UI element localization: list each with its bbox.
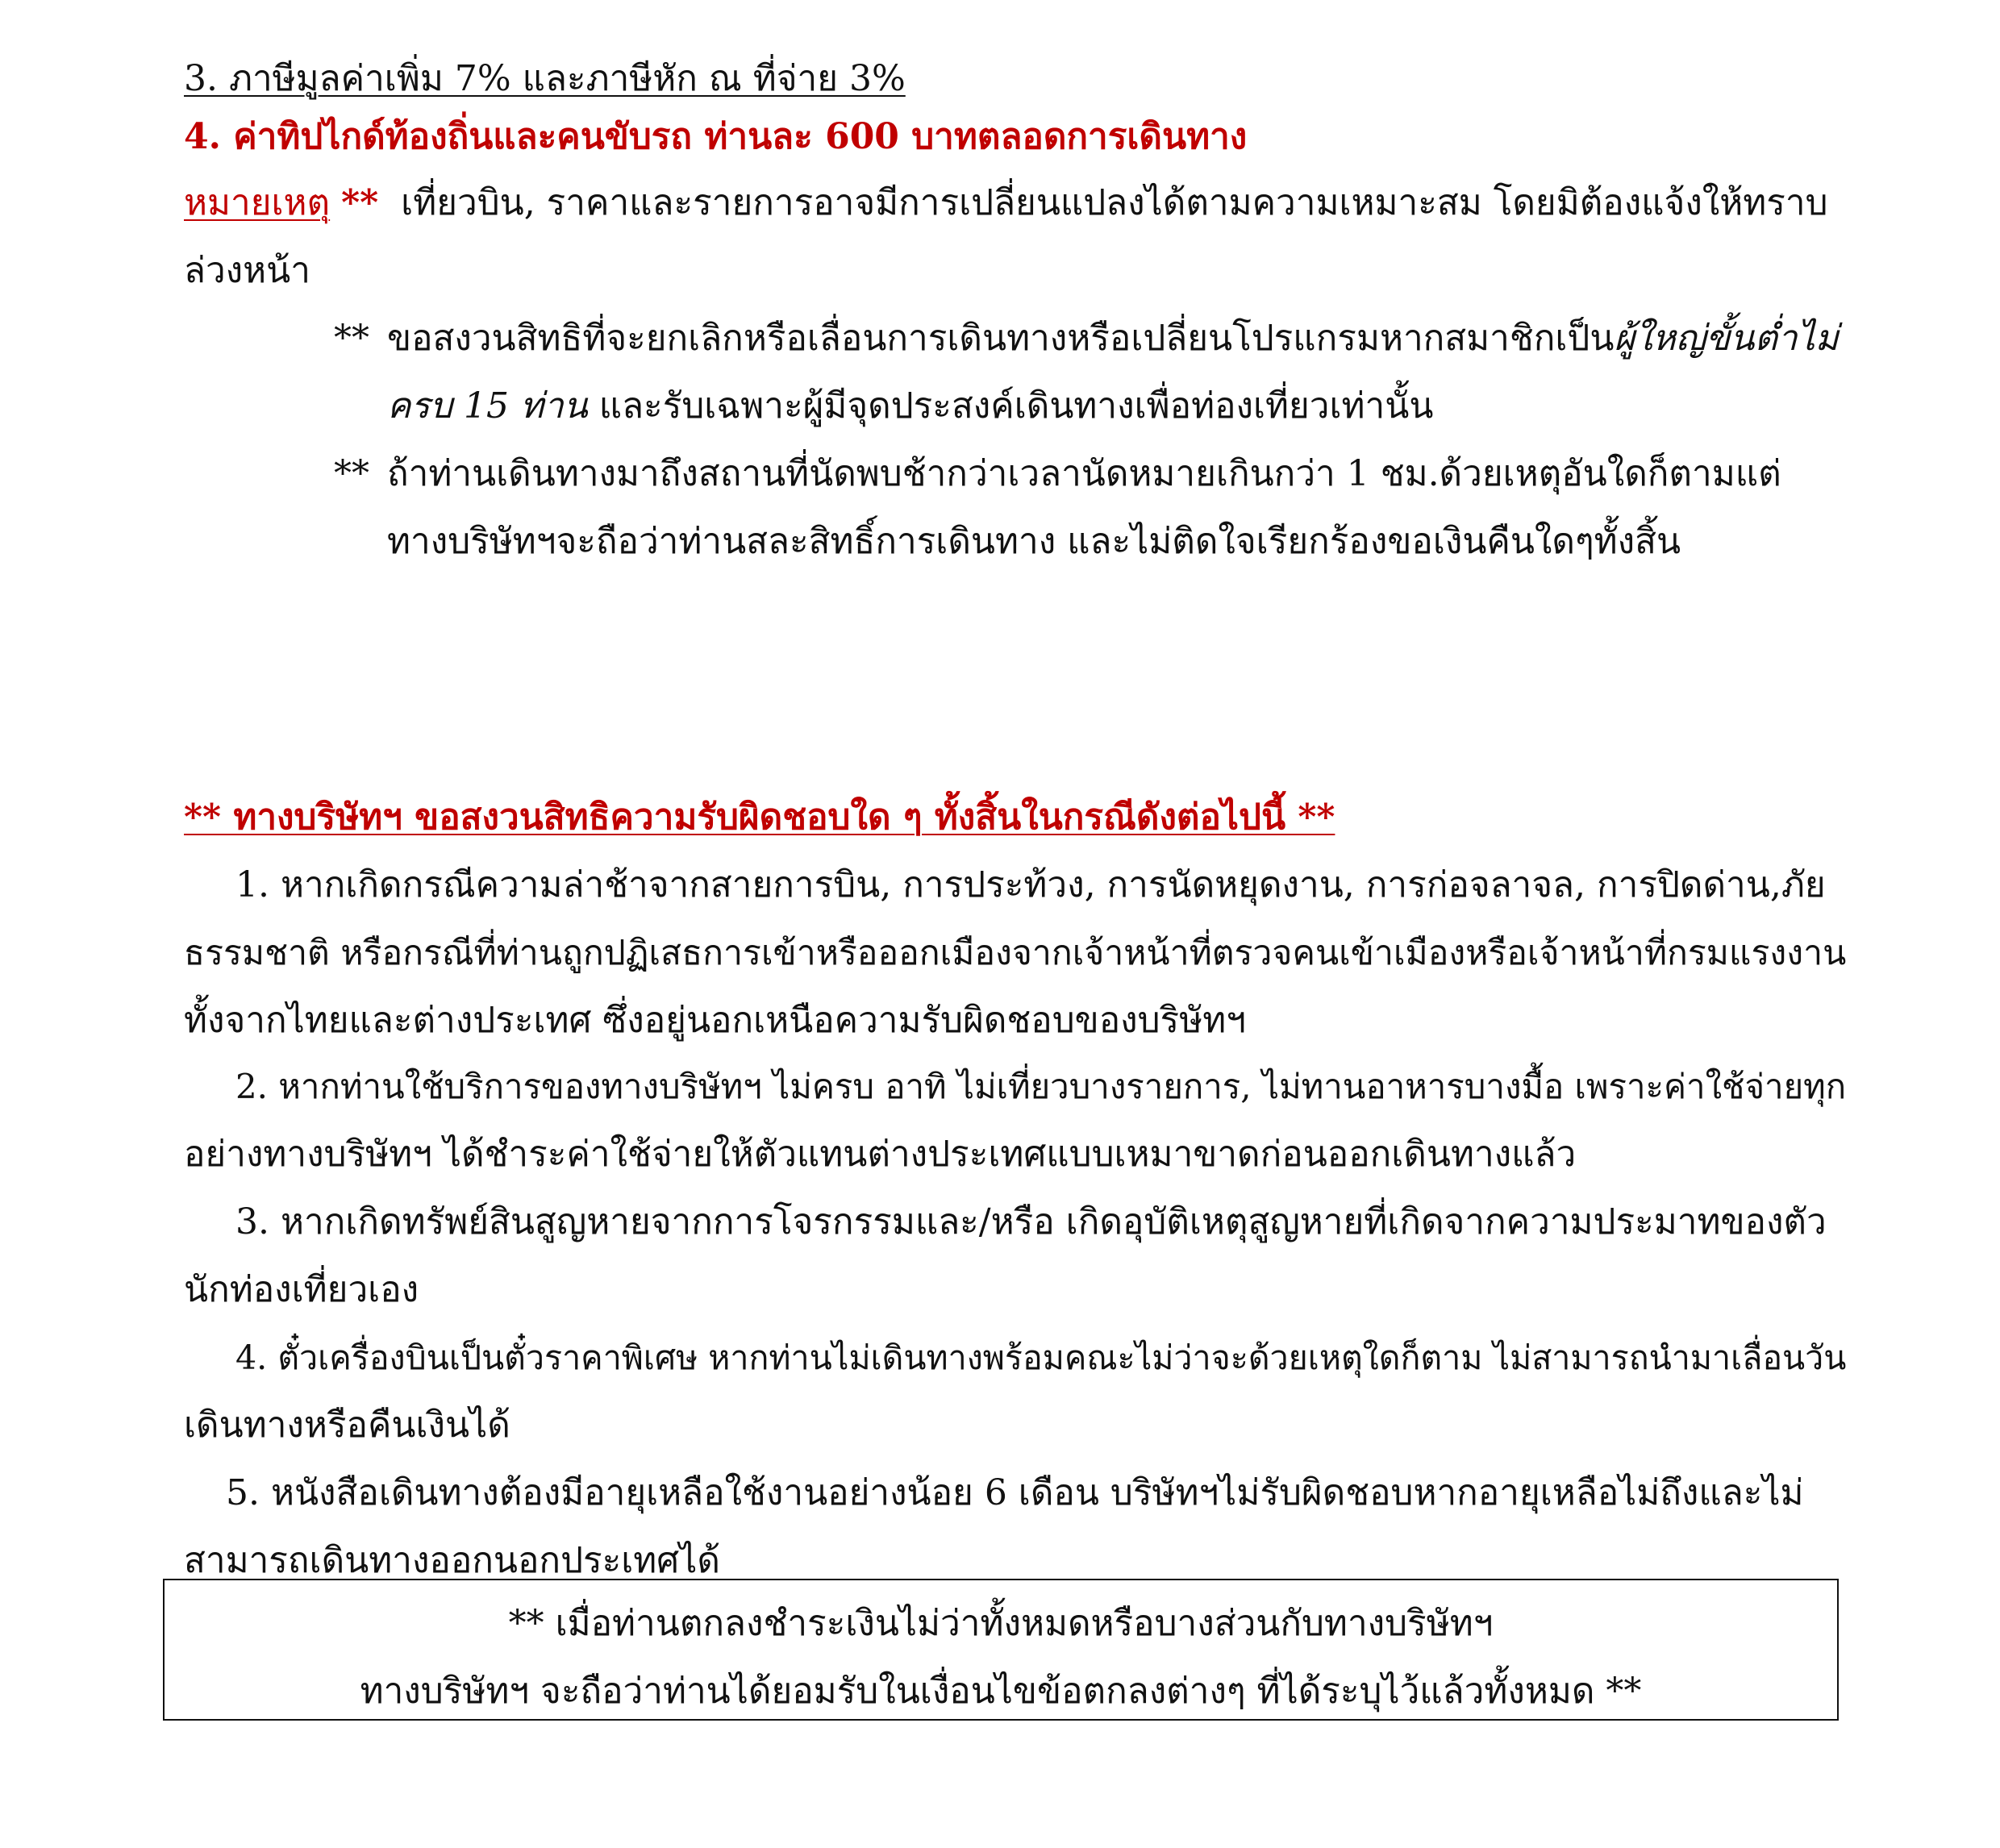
- note-2-line-1: ถ้าท่านเดินทางมาถึงสถานที่นัดพบช้ากว่าเวลานัดหมายเกินกว่า 1 ชม.ด้วยเหตุอันใดก็ตามแต่: [387, 453, 1781, 494]
- payment-notice-line-1: ** เมื่อท่านตกลงชำระเงินไม่ว่าทั้งหมดหรือบางส่วนกับทางบริษัทฯ: [508, 1603, 1494, 1644]
- disclaimer-5-line-1: 5. หนังสือเดินทางต้องมีอายุเหลือใช้งานอย่างน้อย 6 เดือน บริษัทฯไม่รับผิดชอบหากอายุเหลือไม่ถึงและไม่: [226, 1472, 1804, 1513]
- remark-label: หมายเหตุ: [184, 182, 331, 223]
- disclaimer-heading: ** ทางบริษัทฯ ขอสงวนสิทธิความรับผิดชอบใด ๆ ทั้งสิ้นในกรณีดังต่อไปนี้ **: [184, 797, 1335, 838]
- disclaimer-5-line-2: สามารถเดินทางออกนอกประเทศได้: [184, 1540, 720, 1581]
- condition-item-4: 4. ค่าทิปไกด์ท้องถิ่นและคนขับรถ ท่านละ 600 บาทตลอดการเดินทาง: [184, 116, 1248, 157]
- note-1-line-1: [387, 314, 1839, 363]
- disclaimer-4-line-1: 4. ตั๋วเครื่องบินเป็นตั๋วราคาพิเศษ หากท่านไม่เดินทางพร้อมคณะไม่ว่าจะด้วยเหตุใดก็ตาม ไม่สามารถนำมาเลื่อนวัน: [235, 1338, 1847, 1377]
- note-1-text-a: ขอสงวนสิทธิที่จะยกเลิกหรือเลื่อนการเดินทางหรือเปลี่ยนโปรแกรมหากสมาชิกเป็น: [387, 318, 1615, 359]
- payment-notice-line-2: ทางบริษัทฯ จะถือว่าท่านได้ยอมรับในเงื่อนไขข้อตกลงต่างๆ ที่ได้ระบุไว้แล้วทั้งหมด **: [360, 1671, 1642, 1712]
- remark-stars: **: [341, 182, 379, 223]
- remark-line-1: [184, 179, 1828, 227]
- note-1-min-group: ครบ 15 ท่าน: [387, 385, 588, 427]
- note-1-purpose: และรับเฉพาะผู้มีจุดประสงค์เดินทางเพื่อท่องเที่ยวเท่านั้น: [587, 385, 1434, 427]
- disclaimer-1-line-2: ธรรมชาติ หรือกรณีที่ท่านถูกปฏิเสธการเข้าหรือออกเมืองจากเจ้าหน้าที่ตรวจคนเข้าเมืองหรือเจ้าหน้าที่กรมแรงงาน: [184, 933, 1847, 973]
- note-2-stars: **: [334, 453, 369, 494]
- disclaimer-2-line-1: 2. หากท่านใช้บริการของทางบริษัทฯ ไม่ครบ อาทิ ไม่เที่ยวบางรายการ, ไม่ทานอาหารบางมื้อ เพราะค่าใช้จ่ายทุก: [235, 1067, 1847, 1106]
- note-1-line-2: [387, 382, 1433, 431]
- note-1-stars: **: [334, 318, 369, 359]
- remark-text: เที่ยวบิน, ราคาและรายการอาจมีการเปลี่ยนแปลงได้ตามความเหมาะสม โดยมิต้องแจ้งให้ทราบ: [401, 182, 1828, 223]
- note-2-line-2: ทางบริษัทฯจะถือว่าท่านสละสิทธิ์การเดินทาง และไม่ติดใจเรียกร้องขอเงินคืนใดๆทั้งสิ้น: [387, 521, 1681, 562]
- disclaimer-1-line-1: 1. หากเกิดกรณีความล่าช้าจากสายการบิน, การประท้วง, การนัดหยุดงาน, การก่อจลาจล, การปิดด่าน,ภัย: [235, 864, 1826, 905]
- note-1-text-b: ผู้ใหญ่ขั้นต่ำไม่: [1614, 318, 1839, 359]
- disclaimer-2-line-2: อย่างทางบริษัทฯ ได้ชำระค่าใช้จ่ายให้ตัวแทนต่างประเทศแบบเหมาขาดก่อนออกเดินทางแล้ว: [184, 1134, 1577, 1175]
- remark-line-2: ล่วงหน้า: [184, 250, 310, 291]
- disclaimer-3-line-1: 3. หากเกิดทรัพย์สินสูญหายจากการโจรกรรมและ/หรือ เกิดอุบัติเหตุสูญหายที่เกิดจากความประมาทของตัว: [235, 1201, 1827, 1242]
- condition-item-3: 3. ภาษีมูลค่าเพิ่ม 7% และภาษีหัก ณ ที่จ่าย 3%: [184, 58, 906, 99]
- disclaimer-4-line-2: เดินทางหรือคืนเงินได้: [184, 1405, 510, 1446]
- disclaimer-3-line-2: นักท่องเที่ยวเอง: [184, 1269, 419, 1310]
- disclaimer-1-line-3: ทั้งจากไทยและต่างประเทศ ซึ่งอยู่นอกเหนือความรับผิดชอบของบริษัทฯ: [184, 1000, 1246, 1041]
